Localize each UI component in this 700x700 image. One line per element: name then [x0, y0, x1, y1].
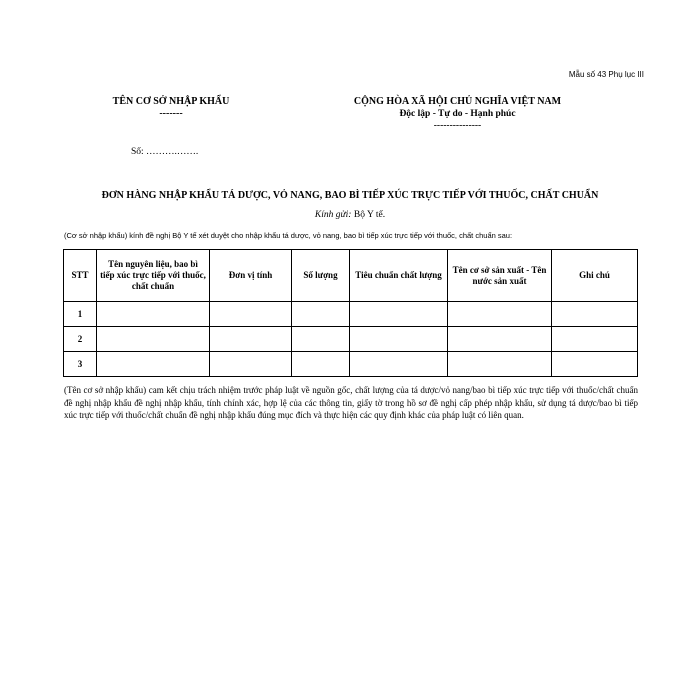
intro-text: (Cơ sở nhập khẩu) kính đề nghị Bộ Y tế xét duyệt cho nhập khẩu tá dược, vỏ nang, bao bì tiếp xúc trực tiếp với thuốc, chất chuẩn sau:	[64, 231, 513, 240]
cell-notes[interactable]	[552, 302, 638, 327]
table-row	[64, 327, 638, 352]
header-quality-standard: Tiêu chuẩn chất lượng	[350, 250, 448, 302]
cell-quality-standard[interactable]	[350, 352, 448, 377]
cell-manufacturer[interactable]	[448, 327, 552, 352]
table-row	[64, 352, 638, 377]
header-quantity: Số lượng	[292, 250, 350, 302]
cell-material-name[interactable]	[97, 327, 210, 352]
cell-unit[interactable]	[210, 302, 292, 327]
commitment-text: (Tên cơ sở nhập khẩu) cam kết chịu trách nhiệm trước pháp luật về nguồn gốc, chất lượng của tá dược/vỏ nang/bao bì tiếp xúc trực tiếp với thuốc/chất chuẩn đề nghị nhập khẩu đề nghị nhập khẩu, tính chính xác, hợp lệ của các thông tin, giấy tờ trong hồ sơ đề nghị cấp phép nhập khẩu, sử dụng tá dược/bao bì tiếp xúc trực tiếp với thuốc/chất chuẩn đề nghị nhập khẩu đúng mục đích và thực hiện các quy định khác của pháp luật có liên quan.	[64, 385, 638, 420]
header-stt: STT	[64, 250, 97, 302]
cell-material-name[interactable]	[97, 352, 210, 377]
row-number: 2	[64, 327, 97, 352]
header-unit: Đơn vị tính	[210, 250, 292, 302]
issuer-name: TÊN CƠ SỞ NHẬP KHẨU	[112, 96, 230, 107]
cell-unit[interactable]	[210, 352, 292, 377]
national-header	[320, 96, 595, 132]
cell-quality-standard[interactable]	[350, 327, 448, 352]
header-manufacturer: Tên cơ sở sản xuất - Tên nước sản xuất	[448, 250, 552, 302]
row-number: 3	[64, 352, 97, 377]
cell-manufacturer[interactable]	[448, 352, 552, 377]
form-number: Mẫu số 43 Phụ lục III	[568, 70, 644, 79]
cell-material-name[interactable]	[97, 302, 210, 327]
issuer-header	[96, 96, 246, 120]
table-row	[64, 302, 638, 327]
cell-notes[interactable]	[552, 352, 638, 377]
cell-quantity[interactable]	[292, 302, 350, 327]
greeting-recipient: Bộ Y tế.	[353, 210, 386, 220]
order-table	[63, 249, 638, 377]
table-header-row	[64, 250, 638, 302]
document-number: Số: ……….…….	[131, 147, 199, 157]
cell-unit[interactable]	[210, 327, 292, 352]
greeting-label: Kính gửi:	[314, 210, 352, 220]
cell-notes[interactable]	[552, 327, 638, 352]
national-underline: ---------------	[433, 121, 482, 131]
document-title: ĐƠN HÀNG NHẬP KHẨU TÁ DƯỢC, VỎ NANG, BAO BÌ TIẾP XÚC TRỰC TIẾP VỚI THUỐC, CHẤT CHUẨN	[101, 190, 599, 201]
cell-quantity[interactable]	[292, 327, 350, 352]
header-notes: Ghi chú	[552, 250, 638, 302]
cell-quantity[interactable]	[292, 352, 350, 377]
header-material-name: Tên nguyên liệu, bao bì tiếp xúc trực tiếp với thuốc, chất chuẩn	[97, 250, 210, 302]
issuer-underline: -------	[159, 108, 183, 119]
cell-quality-standard[interactable]	[350, 302, 448, 327]
row-number: 1	[64, 302, 97, 327]
greeting	[40, 210, 660, 220]
national-title: CỘNG HÒA XÃ HỘI CHỦ NGHĨA VIỆT NAM	[353, 96, 562, 107]
cell-manufacturer[interactable]	[448, 302, 552, 327]
national-motto: Độc lập - Tự do - Hạnh phúc	[399, 109, 516, 119]
